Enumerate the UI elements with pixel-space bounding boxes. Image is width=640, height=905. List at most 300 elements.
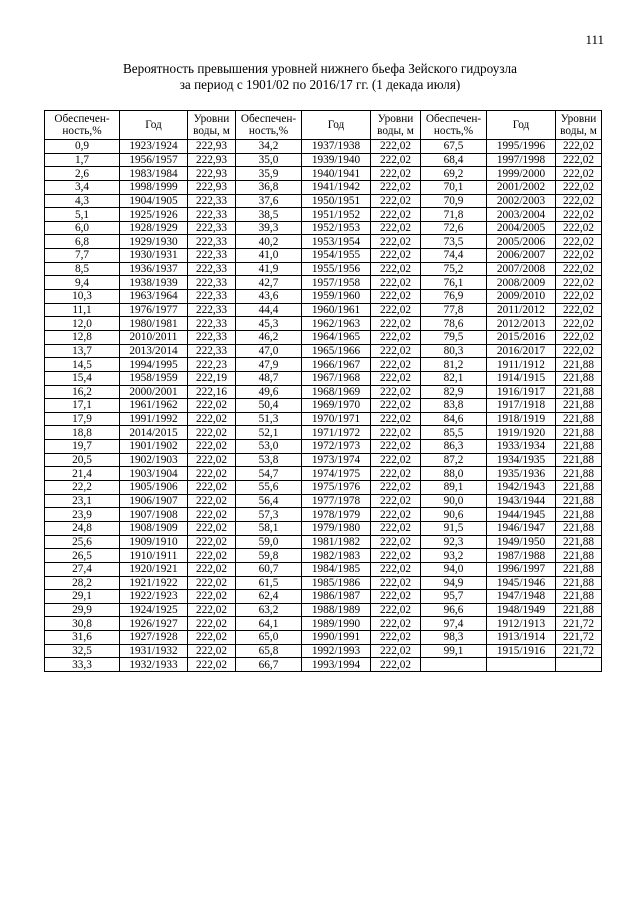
probability-cell: 76,1 [421, 276, 487, 290]
level-cell: 221,88 [556, 494, 602, 508]
probability-cell: 42,7 [236, 276, 302, 290]
probability-cell: 94,0 [421, 562, 487, 576]
probability-cell: 49,6 [236, 385, 302, 399]
document-title [0, 61, 640, 93]
year-cell: 1935/1936 [487, 467, 556, 481]
probability-cell: 70,1 [421, 180, 487, 194]
table-row [45, 521, 602, 535]
probability-cell: 93,2 [421, 549, 487, 563]
probability-cell: 8,5 [45, 262, 120, 276]
level-cell: 222,02 [371, 467, 421, 481]
header-col-year [487, 111, 556, 140]
probability-cell: 38,5 [236, 208, 302, 222]
table-row [45, 358, 602, 372]
level-cell: 222,02 [556, 249, 602, 263]
level-cell: 222,02 [371, 535, 421, 549]
year-cell: 1911/1912 [487, 358, 556, 372]
water-level-table [44, 110, 602, 672]
probability-cell: 50,4 [236, 399, 302, 413]
probability-cell: 17,9 [45, 412, 120, 426]
probability-cell: 68,4 [421, 153, 487, 167]
table-row [45, 453, 602, 467]
header-col-probability [421, 111, 487, 140]
probability-cell: 58,1 [236, 521, 302, 535]
level-cell: 221,88 [556, 426, 602, 440]
title-line-2: за период с 1901/02 по 2016/17 гг. (1 декада июля) [179, 77, 461, 92]
year-cell: 2009/2010 [487, 290, 556, 304]
level-cell: 222,02 [556, 276, 602, 290]
year-cell: 1918/1919 [487, 412, 556, 426]
year-cell: 1947/1948 [487, 590, 556, 604]
probability-cell: 76,9 [421, 290, 487, 304]
probability-cell: 69,2 [421, 167, 487, 181]
year-cell: 1916/1917 [487, 385, 556, 399]
table-row [45, 644, 602, 658]
table-row [45, 631, 602, 645]
table-row [45, 262, 602, 276]
year-cell: 1948/1949 [487, 603, 556, 617]
year-cell: 1967/1968 [302, 371, 371, 385]
probability-cell: 21,4 [45, 467, 120, 481]
header-text: Обеспечен- [425, 113, 482, 125]
header-text: Уровни [193, 113, 230, 125]
level-cell: 221,88 [556, 371, 602, 385]
level-cell: 222,23 [188, 358, 236, 372]
year-cell: 1907/1908 [120, 508, 188, 522]
probability-cell: 72,6 [421, 221, 487, 235]
probability-cell: 47,9 [236, 358, 302, 372]
probability-cell: 2,6 [45, 167, 120, 181]
table-row [45, 330, 602, 344]
probability-cell: 55,6 [236, 481, 302, 495]
year-cell: 1909/1910 [120, 535, 188, 549]
level-cell: 222,02 [556, 235, 602, 249]
probability-cell: 41,9 [236, 262, 302, 276]
probability-cell: 83,8 [421, 399, 487, 413]
header-text: воды, м [560, 125, 597, 137]
level-cell: 222,02 [371, 249, 421, 263]
level-cell: 222,02 [371, 644, 421, 658]
page-number: 111 [585, 32, 604, 47]
year-cell [487, 658, 556, 672]
level-cell: 222,33 [188, 344, 236, 358]
probability-cell: 40,2 [236, 235, 302, 249]
probability-cell: 82,9 [421, 385, 487, 399]
level-cell: 222,02 [556, 167, 602, 181]
probability-cell: 31,6 [45, 631, 120, 645]
probability-cell: 56,4 [236, 494, 302, 508]
table-row [45, 658, 602, 672]
year-cell: 2002/2003 [487, 194, 556, 208]
header-text: Обеспечен- [54, 113, 110, 125]
year-cell: 1976/1977 [120, 303, 188, 317]
probability-cell: 91,5 [421, 521, 487, 535]
level-cell: 222,02 [556, 221, 602, 235]
header-col-probability [236, 111, 302, 140]
year-cell: 1957/1958 [302, 276, 371, 290]
header-text: воды, м [193, 125, 230, 137]
year-cell: 1950/1951 [302, 194, 371, 208]
header-text: Год [145, 119, 162, 131]
year-cell: 1966/1967 [302, 358, 371, 372]
year-cell: 1914/1915 [487, 371, 556, 385]
year-cell: 1995/1996 [487, 140, 556, 154]
header-text: Уровни [560, 113, 597, 125]
probability-cell: 29,9 [45, 603, 120, 617]
probability-cell: 67,5 [421, 140, 487, 154]
table-row [45, 467, 602, 481]
table-row [45, 508, 602, 522]
year-cell: 1944/1945 [487, 508, 556, 522]
year-cell: 2012/2013 [487, 317, 556, 331]
level-cell: 222,02 [371, 180, 421, 194]
probability-cell: 41,0 [236, 249, 302, 263]
level-cell: 221,88 [556, 590, 602, 604]
year-cell: 1968/1969 [302, 385, 371, 399]
level-cell: 222,02 [188, 549, 236, 563]
probability-cell: 32,5 [45, 644, 120, 658]
year-cell: 1917/1918 [487, 399, 556, 413]
level-cell: 222,02 [371, 167, 421, 181]
level-cell: 222,02 [188, 453, 236, 467]
year-cell: 1951/1952 [302, 208, 371, 222]
probability-cell: 73,5 [421, 235, 487, 249]
probability-cell: 62,4 [236, 590, 302, 604]
probability-cell: 20,5 [45, 453, 120, 467]
probability-cell: 30,8 [45, 617, 120, 631]
year-cell: 1931/1932 [120, 644, 188, 658]
probability-cell: 87,2 [421, 453, 487, 467]
year-cell: 1930/1931 [120, 249, 188, 263]
level-cell: 221,88 [556, 562, 602, 576]
level-cell: 222,02 [188, 521, 236, 535]
probability-cell: 3,4 [45, 180, 120, 194]
year-cell: 1992/1993 [302, 644, 371, 658]
table-row [45, 194, 602, 208]
level-cell: 222,02 [371, 317, 421, 331]
year-cell: 1988/1989 [302, 603, 371, 617]
table-row [45, 385, 602, 399]
probability-cell: 39,3 [236, 221, 302, 235]
header-col-probability [45, 111, 120, 140]
year-cell: 1958/1959 [120, 371, 188, 385]
probability-cell: 4,3 [45, 194, 120, 208]
probability-cell: 44,4 [236, 303, 302, 317]
probability-cell: 43,6 [236, 290, 302, 304]
year-cell: 1940/1941 [302, 167, 371, 181]
level-cell: 222,02 [556, 208, 602, 222]
year-cell: 1982/1983 [302, 549, 371, 563]
probability-cell: 15,4 [45, 371, 120, 385]
year-cell: 1984/1985 [302, 562, 371, 576]
table-row [45, 562, 602, 576]
year-cell: 2005/2006 [487, 235, 556, 249]
level-cell: 221,88 [556, 467, 602, 481]
year-cell: 1985/1986 [302, 576, 371, 590]
probability-cell: 79,5 [421, 330, 487, 344]
probability-cell: 63,2 [236, 603, 302, 617]
probability-cell: 23,9 [45, 508, 120, 522]
level-cell: 222,02 [371, 208, 421, 222]
probability-cell: 53,8 [236, 453, 302, 467]
level-cell: 222,02 [556, 303, 602, 317]
year-cell: 1921/1922 [120, 576, 188, 590]
table-row [45, 344, 602, 358]
probability-cell: 10,3 [45, 290, 120, 304]
probability-cell: 37,6 [236, 194, 302, 208]
probability-cell: 25,6 [45, 535, 120, 549]
level-cell: 221,88 [556, 508, 602, 522]
level-cell: 221,88 [556, 399, 602, 413]
year-cell: 1964/1965 [302, 330, 371, 344]
year-cell: 1994/1995 [120, 358, 188, 372]
level-cell: 222,02 [371, 412, 421, 426]
level-cell: 222,02 [188, 508, 236, 522]
probability-cell: 45,3 [236, 317, 302, 331]
level-cell: 221,88 [556, 549, 602, 563]
year-cell: 1971/1972 [302, 426, 371, 440]
table-row [45, 208, 602, 222]
probability-cell: 27,4 [45, 562, 120, 576]
table-row [45, 590, 602, 604]
header-col-level [371, 111, 421, 140]
probability-cell: 22,2 [45, 481, 120, 495]
table-row [45, 412, 602, 426]
table-row [45, 167, 602, 181]
header-col-year [302, 111, 371, 140]
level-cell: 221,88 [556, 412, 602, 426]
level-cell: 222,02 [556, 317, 602, 331]
probability-cell: 1,7 [45, 153, 120, 167]
probability-cell: 36,8 [236, 180, 302, 194]
year-cell: 1972/1973 [302, 440, 371, 454]
level-cell [556, 658, 602, 672]
probability-cell: 51,3 [236, 412, 302, 426]
header-text: ность,% [433, 125, 474, 137]
level-cell: 222,02 [188, 562, 236, 576]
table-row [45, 153, 602, 167]
level-cell: 222,02 [371, 303, 421, 317]
level-cell: 222,02 [188, 603, 236, 617]
year-cell: 1983/1984 [120, 167, 188, 181]
year-cell: 1977/1978 [302, 494, 371, 508]
probability-cell: 80,3 [421, 344, 487, 358]
year-cell: 1997/1998 [487, 153, 556, 167]
year-cell: 1979/1980 [302, 521, 371, 535]
probability-cell: 70,9 [421, 194, 487, 208]
level-cell: 222,33 [188, 276, 236, 290]
year-cell: 1934/1935 [487, 453, 556, 467]
level-cell: 222,02 [371, 358, 421, 372]
level-cell: 222,93 [188, 167, 236, 181]
probability-cell: 96,6 [421, 603, 487, 617]
header-text: воды, м [377, 125, 414, 137]
level-cell: 222,33 [188, 330, 236, 344]
year-cell: 2006/2007 [487, 249, 556, 263]
level-cell: 222,33 [188, 194, 236, 208]
table-row [45, 317, 602, 331]
probability-cell: 77,8 [421, 303, 487, 317]
level-cell: 222,33 [188, 208, 236, 222]
level-cell: 222,16 [188, 385, 236, 399]
year-cell: 2008/2009 [487, 276, 556, 290]
probability-cell: 18,8 [45, 426, 120, 440]
year-cell: 1987/1988 [487, 549, 556, 563]
header-text: ность,% [248, 125, 289, 137]
probability-cell: 74,4 [421, 249, 487, 263]
probability-cell: 5,1 [45, 208, 120, 222]
table-row [45, 371, 602, 385]
level-cell: 222,02 [188, 481, 236, 495]
probability-cell: 12,8 [45, 330, 120, 344]
level-cell: 222,02 [188, 658, 236, 672]
table-header-row [45, 111, 602, 140]
level-cell: 222,02 [371, 590, 421, 604]
level-cell: 221,88 [556, 358, 602, 372]
level-cell: 221,88 [556, 385, 602, 399]
year-cell: 1925/1926 [120, 208, 188, 222]
year-cell: 1959/1960 [302, 290, 371, 304]
year-cell: 1953/1954 [302, 235, 371, 249]
level-cell: 222,02 [371, 481, 421, 495]
year-cell: 1981/1982 [302, 535, 371, 549]
level-cell: 222,02 [371, 426, 421, 440]
level-cell: 221,88 [556, 481, 602, 495]
probability-cell: 89,1 [421, 481, 487, 495]
probability-cell: 61,5 [236, 576, 302, 590]
year-cell: 1904/1905 [120, 194, 188, 208]
level-cell: 222,19 [188, 371, 236, 385]
level-cell: 222,02 [556, 330, 602, 344]
table-row [45, 303, 602, 317]
probability-cell: 11,1 [45, 303, 120, 317]
header-text: Обеспечен- [240, 113, 297, 125]
table-row [45, 276, 602, 290]
level-cell: 222,02 [188, 576, 236, 590]
level-cell: 222,02 [371, 399, 421, 413]
year-cell: 1919/1920 [487, 426, 556, 440]
table-row [45, 576, 602, 590]
level-cell: 222,02 [371, 549, 421, 563]
level-cell: 222,02 [371, 371, 421, 385]
level-cell: 222,33 [188, 249, 236, 263]
year-cell: 1908/1909 [120, 521, 188, 535]
level-cell: 221,72 [556, 644, 602, 658]
level-cell: 222,02 [371, 494, 421, 508]
year-cell: 1978/1979 [302, 508, 371, 522]
year-cell: 1986/1987 [302, 590, 371, 604]
year-cell: 1975/1976 [302, 481, 371, 495]
year-cell: 1956/1957 [120, 153, 188, 167]
level-cell: 222,02 [371, 153, 421, 167]
level-cell: 222,33 [188, 317, 236, 331]
probability-cell: 48,7 [236, 371, 302, 385]
year-cell: 1933/1934 [487, 440, 556, 454]
table-row [45, 399, 602, 413]
probability-cell: 99,1 [421, 644, 487, 658]
probability-cell: 75,2 [421, 262, 487, 276]
level-cell: 222,33 [188, 235, 236, 249]
probability-cell: 12,0 [45, 317, 120, 331]
probability-cell: 34,2 [236, 140, 302, 154]
year-cell: 1945/1946 [487, 576, 556, 590]
probability-cell: 95,7 [421, 590, 487, 604]
level-cell: 222,02 [188, 535, 236, 549]
year-cell: 1990/1991 [302, 631, 371, 645]
year-cell: 1998/1999 [120, 180, 188, 194]
title-line-1: Вероятность превышения уровней нижнего бьефа Зейского гидроузла [123, 61, 517, 76]
year-cell: 1937/1938 [302, 140, 371, 154]
probability-cell: 65,0 [236, 631, 302, 645]
year-cell: 1961/1962 [120, 399, 188, 413]
probability-cell: 59,8 [236, 549, 302, 563]
year-cell: 1969/1970 [302, 399, 371, 413]
level-cell: 222,02 [371, 440, 421, 454]
year-cell: 1901/1902 [120, 440, 188, 454]
level-cell: 222,02 [188, 412, 236, 426]
year-cell: 1963/1964 [120, 290, 188, 304]
probability-cell: 85,5 [421, 426, 487, 440]
level-cell: 222,33 [188, 290, 236, 304]
table-row [45, 221, 602, 235]
year-cell: 1965/1966 [302, 344, 371, 358]
level-cell: 222,02 [371, 631, 421, 645]
level-cell: 221,88 [556, 535, 602, 549]
probability-cell: 33,3 [45, 658, 120, 672]
table-row [45, 180, 602, 194]
level-cell: 222,02 [188, 467, 236, 481]
year-cell: 2007/2008 [487, 262, 556, 276]
year-cell: 1955/1956 [302, 262, 371, 276]
header-text: Год [512, 119, 530, 131]
probability-cell: 64,1 [236, 617, 302, 631]
probability-cell: 59,0 [236, 535, 302, 549]
probability-cell: 0,9 [45, 140, 120, 154]
year-cell: 2004/2005 [487, 221, 556, 235]
level-cell: 222,02 [371, 290, 421, 304]
year-cell: 1939/1940 [302, 153, 371, 167]
probability-cell: 46,2 [236, 330, 302, 344]
probability-cell: 71,8 [421, 208, 487, 222]
year-cell: 1941/1942 [302, 180, 371, 194]
level-cell: 222,02 [371, 194, 421, 208]
level-cell: 221,88 [556, 603, 602, 617]
year-cell: 1973/1974 [302, 453, 371, 467]
level-cell: 222,93 [188, 153, 236, 167]
probability-cell: 57,3 [236, 508, 302, 522]
year-cell: 1927/1928 [120, 631, 188, 645]
level-cell: 222,02 [371, 330, 421, 344]
table-row [45, 481, 602, 495]
level-cell: 222,02 [556, 140, 602, 154]
year-cell: 1922/1923 [120, 590, 188, 604]
year-cell: 1949/1950 [487, 535, 556, 549]
level-cell: 222,93 [188, 140, 236, 154]
year-cell: 2010/2011 [120, 330, 188, 344]
level-cell: 222,02 [371, 385, 421, 399]
probability-cell: 35,0 [236, 153, 302, 167]
year-cell: 1932/1933 [120, 658, 188, 672]
year-cell: 1991/1992 [120, 412, 188, 426]
header-col-level [188, 111, 236, 140]
year-cell: 1946/1947 [487, 521, 556, 535]
probability-cell: 88,0 [421, 467, 487, 481]
level-cell: 222,33 [188, 221, 236, 235]
year-cell: 1936/1937 [120, 262, 188, 276]
year-cell: 2014/2015 [120, 426, 188, 440]
probability-cell: 90,0 [421, 494, 487, 508]
probability-cell: 92,3 [421, 535, 487, 549]
